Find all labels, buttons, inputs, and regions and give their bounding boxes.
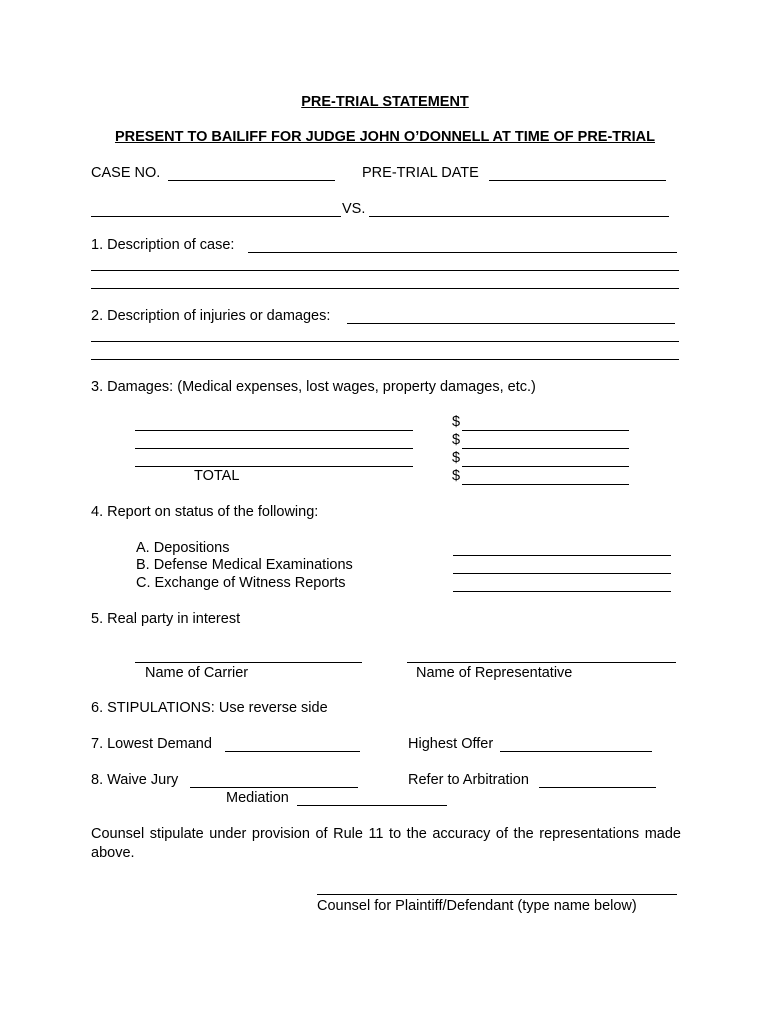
item-8-label: 8. Waive Jury [91,772,179,788]
dollar-sign: $ [452,450,461,466]
item-3-label: 3. Damages: (Medical expenses, lost wages, property damages, etc.) [91,379,536,395]
representative-name-field[interactable] [407,662,676,663]
damage-item-2-field[interactable] [135,448,413,449]
amount-2-field[interactable] [462,448,629,449]
case-description-line-2[interactable] [91,270,679,271]
refer-arbitration-label: Refer to Arbitration [408,772,529,788]
dollar-sign: $ [452,432,461,448]
amount-3-field[interactable] [462,466,629,467]
lowest-demand-field[interactable] [225,751,360,752]
mediation-label: Mediation [226,790,289,806]
item-2-label: 2. Description of injuries or damages: [91,308,331,324]
dollar-sign: $ [452,414,461,430]
depositions-status-field[interactable] [453,555,671,556]
pretrial-date-field[interactable] [489,180,666,181]
medical-exams-status-field[interactable] [453,573,671,574]
item-1-label: 1. Description of case: [91,237,235,253]
case-description-line-3[interactable] [91,288,679,289]
item-5-label: 5. Real party in interest [91,611,241,627]
item-4-label: 4. Report on status of the following: [91,504,319,520]
case-no-field[interactable] [168,180,335,181]
highest-offer-label: Highest Offer [408,736,494,752]
case-description-line-1[interactable] [248,252,677,253]
damage-item-3-field[interactable] [135,466,413,467]
depositions-label: A. Depositions [136,540,230,556]
amount-1-field[interactable] [462,430,629,431]
refer-arbitration-field[interactable] [539,787,656,788]
document-subtitle: PRESENT TO BAILIFF FOR JUDGE JOHN O’DONNELL AT TIME OF PRE-TRIAL [114,129,655,145]
witness-reports-status-field[interactable] [453,591,671,592]
total-amount-field[interactable] [462,484,629,485]
counsel-signature-field[interactable] [317,894,677,895]
case-no-label: CASE NO. [91,165,161,181]
plaintiff-field[interactable] [91,216,341,217]
dollar-sign: $ [452,468,461,484]
mediation-field[interactable] [297,805,447,806]
total-label: TOTAL [194,468,240,484]
damage-item-1-field[interactable] [135,430,413,431]
item-6-label: 6. STIPULATIONS: Use reverse side [91,700,328,716]
defendant-field[interactable] [369,216,669,217]
carrier-label: Name of Carrier [145,665,249,681]
pretrial-date-label: PRE-TRIAL DATE [362,165,479,181]
highest-offer-field[interactable] [500,751,652,752]
injuries-description-line-2[interactable] [91,341,679,342]
signature-label: Counsel for Plaintiff/Defendant (type name below) [317,898,637,914]
injuries-description-line-1[interactable] [347,323,675,324]
witness-reports-label: C. Exchange of Witness Reports [136,575,346,591]
representative-label: Name of Representative [416,665,573,681]
counsel-statement: Counsel stipulate under provision of Rule 11 to the accuracy of the representations made above. [91,826,681,861]
injuries-description-line-3[interactable] [91,359,679,360]
medical-exams-label: B. Defense Medical Examinations [136,557,353,573]
vs-label: VS. [342,201,366,217]
item-7-label: 7. Lowest Demand [91,736,212,752]
waive-jury-field[interactable] [190,787,358,788]
document-title: PRE-TRIAL STATEMENT [301,94,469,110]
carrier-name-field[interactable] [135,662,362,663]
